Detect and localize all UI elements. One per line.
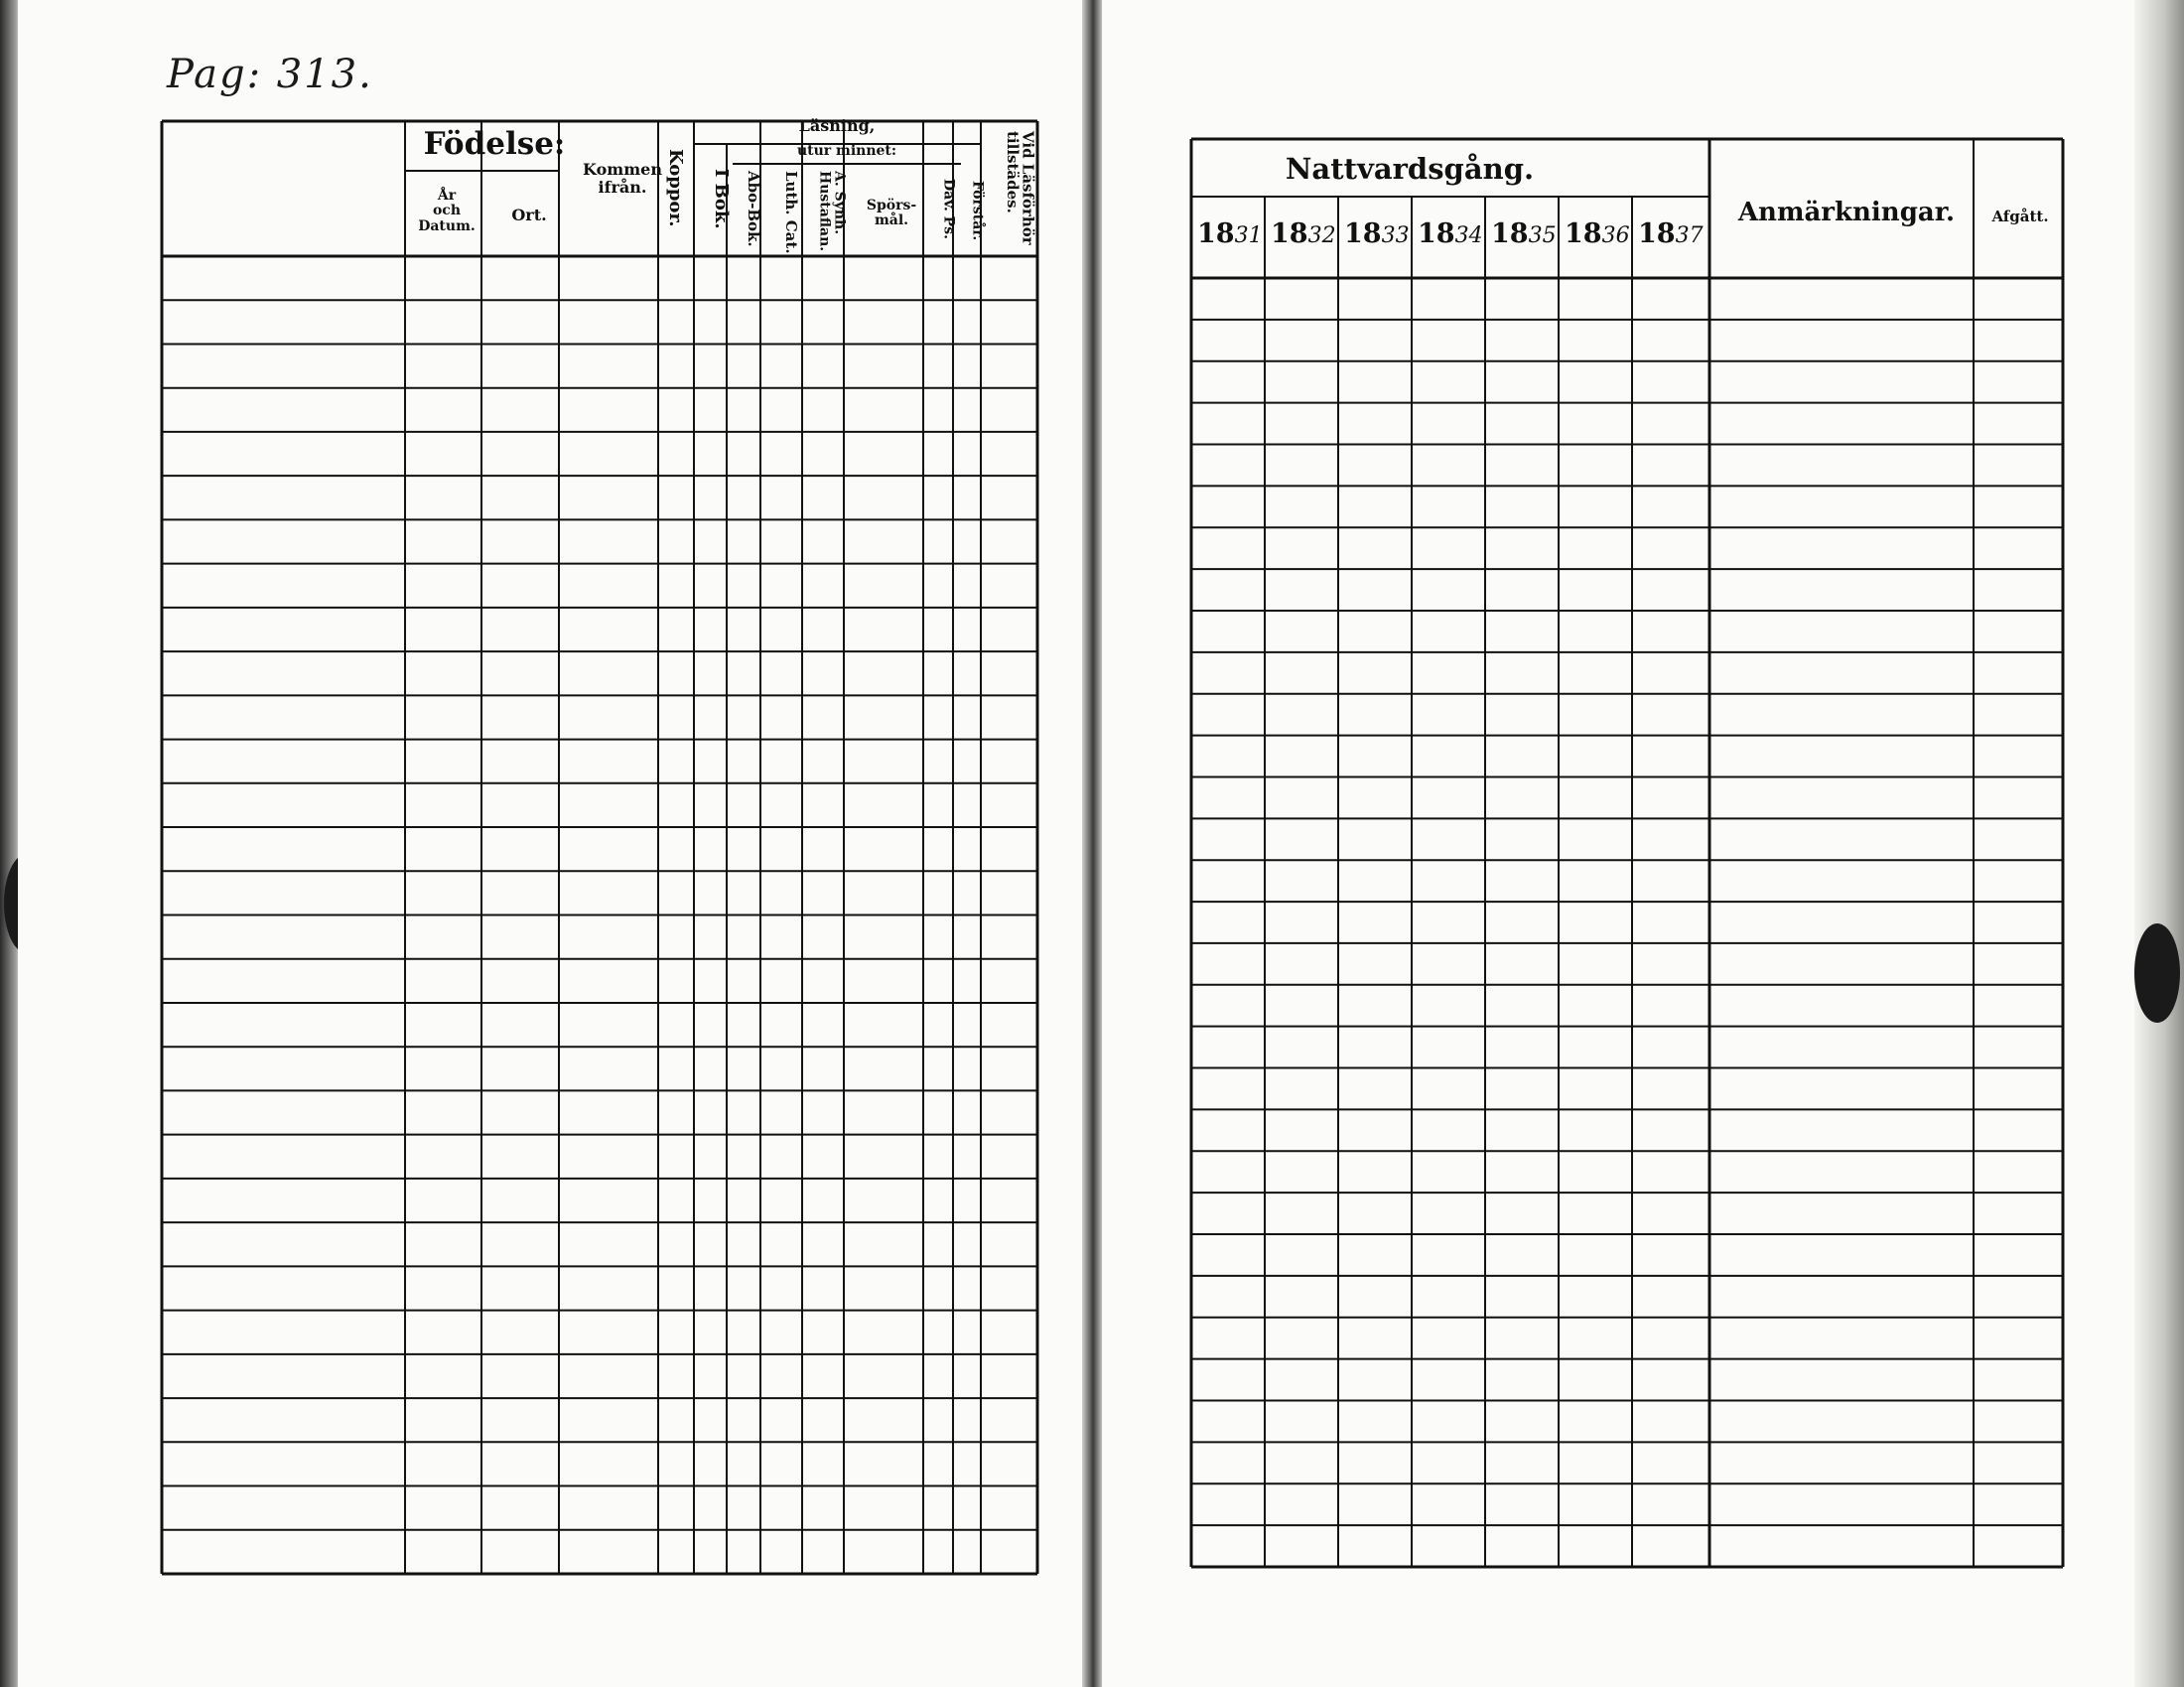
header-luth-cat: Luth. Cat. [781, 171, 800, 254]
right-ledger-grid [1102, 0, 2134, 1687]
year-cell-1835: 1835 [1491, 218, 1557, 249]
header-i-bok: I Bok. [710, 169, 732, 229]
year-cell-1834: 1834 [1418, 218, 1483, 249]
header-utar-minnet: utur minnet: [796, 143, 897, 159]
year-cell-1837: 1837 [1638, 218, 1704, 249]
year-cell-1832: 1832 [1271, 218, 1336, 249]
header-a-synh-hustaflan: A. Synh. Hustaflan. [816, 171, 848, 252]
page-number: Pag: 313. [167, 52, 373, 97]
right-page [1102, 0, 2134, 1687]
header-forstar: Förstår. [969, 181, 986, 241]
book-edge-right [2134, 0, 2184, 1687]
binding-tab-right [2134, 923, 2180, 1023]
year-cell-1833: 1833 [1344, 218, 1410, 249]
year-cell-1836: 1836 [1565, 218, 1630, 249]
left-page [18, 0, 1082, 1687]
header-anmarkningar: Anmärkningar. [1737, 198, 1956, 227]
header-afgatt: Afgått. [1991, 208, 2049, 225]
header-ort: Ort. [511, 206, 547, 224]
header-vid-lasforhor: Vid Läsförhör tillstädes. [1003, 131, 1037, 245]
header-fodelse: Födelse: [423, 126, 566, 162]
header-sporsmal: Spörs- mål. [866, 198, 917, 229]
header-lasning: Läsning, [798, 116, 876, 135]
header-dav-ps: Dav. Ps. [940, 179, 957, 239]
header-ar-och-datum: År och Datum. [418, 188, 476, 234]
left-ledger-grid [18, 0, 1082, 1687]
header-kommen-ifran: Kommen ifrån. [583, 160, 662, 197]
book-gutter [1082, 0, 1102, 1687]
year-cell-1831: 1831 [1197, 218, 1263, 249]
header-nattvardsgang: Nattvardsgång. [1285, 152, 1535, 186]
header-abo-bok: Abo-Bok. [744, 171, 762, 247]
header-koppor: Koppor. [664, 149, 686, 227]
